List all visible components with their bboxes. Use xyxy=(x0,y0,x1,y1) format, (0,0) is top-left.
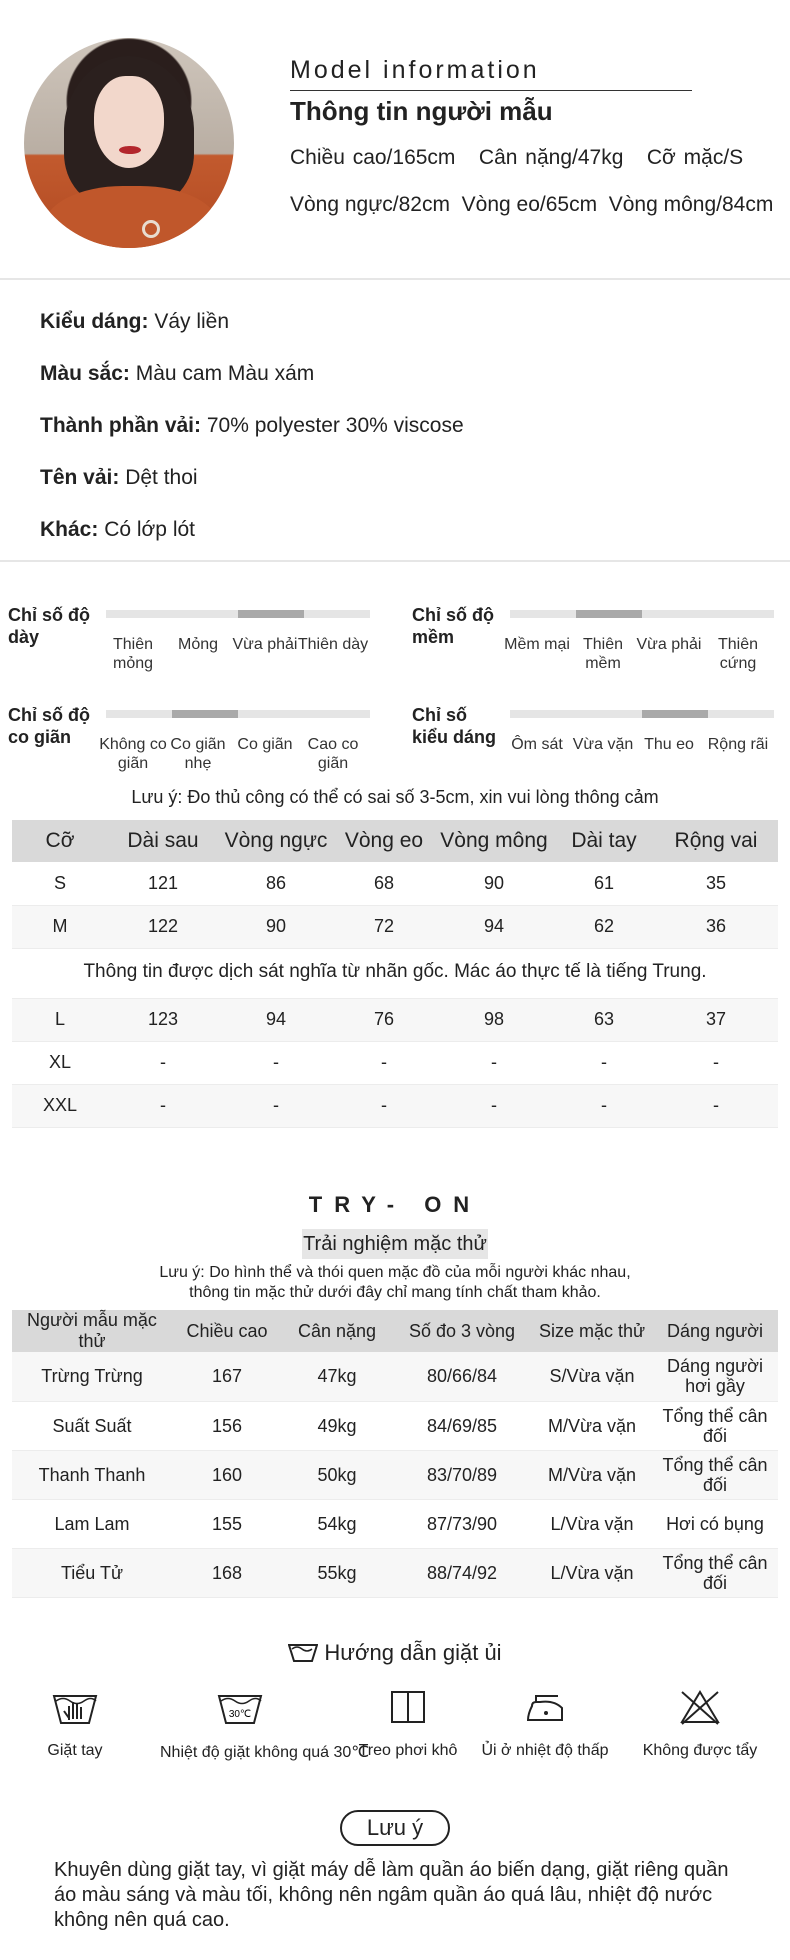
wash-title: Hướng dẫn giặt ủi xyxy=(0,1640,790,1666)
size-table-cell: 86 xyxy=(218,862,334,905)
attr-material: Thành phần vải: 70% polyester 30% viscose xyxy=(40,414,464,437)
tryon-table-header: Số đo 3 vòng xyxy=(392,1310,532,1352)
wash-item-30: 30℃ Nhiệt độ giặt không quá 30℃ xyxy=(160,1688,320,1762)
wash-item-no-bleach: Không được tẩy xyxy=(625,1688,775,1760)
size-table-header: Cỡ xyxy=(12,820,108,862)
index-selected-softness xyxy=(576,610,642,618)
index-option-thickness-3: Thiên dày xyxy=(297,636,369,653)
model-heading: Model information xyxy=(290,56,540,84)
tryon-table-cell: Tổng thể cân đối xyxy=(652,1548,778,1597)
size-table-cell: 62 xyxy=(554,905,654,948)
tryon-table-row xyxy=(12,1548,778,1597)
index-title-thickness: Chỉ số độ dày xyxy=(8,605,90,647)
index-title-softness: Chỉ số độ mềm xyxy=(412,605,494,647)
size-table-cell: 121 xyxy=(108,862,218,905)
index-title-stretch: Chỉ số độ co giãn xyxy=(8,705,90,747)
wash-item-hand: Giặt tay xyxy=(0,1688,150,1760)
index-option-softness-3: Thiên cứng xyxy=(717,636,759,672)
notice-text: Khuyên dùng giặt tay, vì giặt máy dễ làm quần áo biến dạng, giặt riêng quần áo màu sáng và màu tối, không nên ngâm quần áo quá lâu, nhiệt độ nước không nên quá cao. xyxy=(54,1859,729,1931)
size-table-header: Dài sau xyxy=(108,820,218,862)
size-table-cell: 90 xyxy=(434,862,554,905)
size-table-row xyxy=(12,905,778,948)
tryon-table-cell: Tổng thể cân đối xyxy=(652,1401,778,1450)
size-table-cell: S xyxy=(12,862,108,905)
size-table-cell: 72 xyxy=(334,905,434,948)
size-table-cell: - xyxy=(334,1084,434,1127)
tryon-table-cell: S/Vừa vặn xyxy=(532,1352,652,1401)
size-table-cell: 35 xyxy=(654,862,778,905)
divider xyxy=(0,278,790,280)
tryon-table-cell: Suất Suất xyxy=(12,1401,172,1450)
tryon-table-cell: 168 xyxy=(172,1548,282,1597)
attr-style: Kiểu dáng: Váy liền xyxy=(40,310,230,333)
model-heading-underline xyxy=(290,90,692,91)
index-option-fit-2: Thu eo xyxy=(644,736,694,753)
size-table-row xyxy=(12,998,778,1041)
wash-30-icon xyxy=(217,1688,263,1726)
tryon-table-header: Người mẫu mặc thử xyxy=(12,1310,172,1352)
tryon-table-cell: L/Vừa vặn xyxy=(532,1548,652,1597)
tryon-table-cell: 50kg xyxy=(282,1450,392,1499)
tryon-table-header: Dáng người xyxy=(652,1310,778,1352)
index-bar-stretch xyxy=(106,710,370,718)
index-option-fit-0: Ôm sát xyxy=(511,736,563,753)
wash-item-iron: Ủi ở nhiệt độ thấp xyxy=(470,1688,620,1760)
size-table-cell: 76 xyxy=(334,998,434,1041)
tryon-table-header: Cân nặng xyxy=(282,1310,392,1352)
size-table-cell: XL xyxy=(12,1041,108,1084)
index-option-stretch-1: Co giãn nhẹ xyxy=(170,736,226,772)
tryon-table-cell: 83/70/89 xyxy=(392,1450,532,1499)
tryon-table-cell: Tiểu Tử xyxy=(12,1548,172,1597)
size-table-cell: 63 xyxy=(554,998,654,1041)
index-option-thickness-1: Mỏng xyxy=(177,636,219,653)
index-title-fit: Chỉ số kiểu dáng xyxy=(412,705,497,747)
size-table-cell: - xyxy=(654,1041,778,1084)
hang-dry-icon xyxy=(389,1688,427,1726)
size-table-cell: 90 xyxy=(218,905,334,948)
attr-fabric: Tên vải: Dệt thoi xyxy=(40,466,198,489)
size-table-row xyxy=(12,862,778,905)
tryon-table-cell: 87/73/90 xyxy=(392,1499,532,1548)
size-table-row xyxy=(12,1041,778,1084)
tryon-table-cell: 160 xyxy=(172,1450,282,1499)
index-option-stretch-3: Cao co giãn xyxy=(307,736,359,772)
tryon-table-cell: 88/74/92 xyxy=(392,1548,532,1597)
tryon-table-cell: 47kg xyxy=(282,1352,392,1401)
index-selected-fit xyxy=(642,710,708,718)
divider xyxy=(0,560,790,562)
size-table-cell: 61 xyxy=(554,862,654,905)
size-table-cell: 37 xyxy=(654,998,778,1041)
index-selected-stretch xyxy=(172,710,238,718)
size-table-cell: L xyxy=(12,998,108,1041)
wash-item-hang: Treo phơi khô xyxy=(333,1688,483,1760)
model-measurements-row-2: Vòng ngực/82cm Vòng eo/65cm Vòng mông/84cm xyxy=(290,193,774,216)
tryon-table-cell: 155 xyxy=(172,1499,282,1548)
model-avatar xyxy=(24,38,234,248)
tryon-table-row xyxy=(12,1401,778,1450)
size-table-cell: 98 xyxy=(434,998,554,1041)
size-table-cell: - xyxy=(108,1041,218,1084)
size-table-cell: - xyxy=(218,1041,334,1084)
size-table-cell: 94 xyxy=(218,998,334,1041)
index-option-stretch-2: Co giãn xyxy=(237,736,293,753)
index-selected-thickness xyxy=(238,610,304,618)
tryon-table-cell: Hơi có bụng xyxy=(652,1499,778,1548)
index-option-fit-1: Vừa vặn xyxy=(572,736,634,753)
tryon-table-row xyxy=(12,1499,778,1548)
tryon-table-row xyxy=(12,1450,778,1499)
size-table-cell: 68 xyxy=(334,862,434,905)
tryon-table-header: Chiều cao xyxy=(172,1310,282,1352)
tryon-table-cell: Dáng người hơi gầy xyxy=(652,1352,778,1401)
svg-text:30℃: 30℃ xyxy=(228,1709,252,1720)
tryon-table-cell: M/Vừa vặn xyxy=(532,1450,652,1499)
size-table-cell: XXL xyxy=(12,1084,108,1127)
index-bar-softness xyxy=(510,610,774,618)
size-table-header: Dài tay xyxy=(554,820,654,862)
size-table-header: Vòng mông xyxy=(434,820,554,862)
size-table-cell: 94 xyxy=(434,905,554,948)
tryon-table-cell: 49kg xyxy=(282,1401,392,1450)
size-table-cell: M xyxy=(12,905,108,948)
tryon-table-cell: L/Vừa vặn xyxy=(532,1499,652,1548)
size-table-header: Vòng ngực xyxy=(218,820,334,862)
index-option-softness-1: Thiên mềm xyxy=(582,636,624,672)
attr-color: Màu sắc: Màu cam Màu xám xyxy=(40,362,315,385)
tryon-table-cell: Lam Lam xyxy=(12,1499,172,1548)
model-subheading: Thông tin người mẫu xyxy=(290,96,553,126)
index-option-thickness-0: Thiên mỏng xyxy=(112,636,154,672)
hand-wash-icon xyxy=(52,1688,98,1726)
size-table-row xyxy=(12,1084,778,1127)
tryon-table-cell: 80/66/84 xyxy=(392,1352,532,1401)
tryon-table-cell: 167 xyxy=(172,1352,282,1401)
notice-label: Lưu ý xyxy=(340,1810,450,1846)
attr-other: Khác: Có lớp lót xyxy=(40,518,196,541)
tryon-table-cell: M/Vừa vặn xyxy=(532,1401,652,1450)
size-table-header: Vòng eo xyxy=(334,820,434,862)
size-table-cell: - xyxy=(108,1084,218,1127)
tryon-note: Lưu ý: Do hình thể và thói quen mặc đồ của mỗi người khác nhau, thông tin mặc thử dưới đây chỉ mang tính chất tham khảo. xyxy=(159,1264,631,1301)
tryon-table-cell: 84/69/85 xyxy=(392,1401,532,1450)
no-bleach-icon xyxy=(679,1688,721,1726)
tryon-table-cell: 54kg xyxy=(282,1499,392,1548)
size-table-cell: - xyxy=(434,1041,554,1084)
translation-note: Thông tin được dịch sát nghĩa từ nhãn gốc. Mác áo thực tế là tiếng Trung. xyxy=(0,955,790,989)
index-option-softness-2: Vừa phải xyxy=(636,636,702,653)
size-table-cell: - xyxy=(654,1084,778,1127)
size-table-cell: - xyxy=(334,1041,434,1084)
size-table-cell: 122 xyxy=(108,905,218,948)
tryon-table-cell: Trừng Trừng xyxy=(12,1352,172,1401)
wash-tub-icon xyxy=(288,1641,318,1663)
index-option-stretch-0: Không co giãn xyxy=(99,736,167,772)
tryon-table-row xyxy=(12,1352,778,1401)
size-table-cell: 36 xyxy=(654,905,778,948)
tryon-table-cell: 156 xyxy=(172,1401,282,1450)
size-note: Lưu ý: Đo thủ công có thể có sai số 3-5cm, xin vui lòng thông cảm xyxy=(131,787,659,807)
index-option-thickness-2: Vừa phải xyxy=(232,636,298,653)
size-table-cell: - xyxy=(554,1084,654,1127)
tryon-table-cell: Tổng thể cân đối xyxy=(652,1450,778,1499)
model-measurements-row-1: Chiều cao/165cm Cân nặng/47kg Cỡ mặc/S xyxy=(290,146,744,169)
tryon-table-header: Size mặc thử xyxy=(532,1310,652,1352)
size-table-cell: - xyxy=(218,1084,334,1127)
index-option-fit-3: Rộng rãi xyxy=(707,736,769,753)
size-table-cell: - xyxy=(554,1041,654,1084)
tryon-table xyxy=(12,1310,778,1598)
tryon-table-cell: 55kg xyxy=(282,1548,392,1597)
tryon-title: TRY- ON xyxy=(308,1192,482,1217)
tryon-table-cell: Thanh Thanh xyxy=(12,1450,172,1499)
size-table-header: Rộng vai xyxy=(654,820,778,862)
tryon-subtitle: Trải nghiệm mặc thử xyxy=(303,1233,487,1255)
size-table-cell: - xyxy=(434,1084,554,1127)
size-table-cell: 123 xyxy=(108,998,218,1041)
index-option-softness-0: Mềm mại xyxy=(504,636,570,653)
iron-low-icon xyxy=(524,1688,566,1726)
